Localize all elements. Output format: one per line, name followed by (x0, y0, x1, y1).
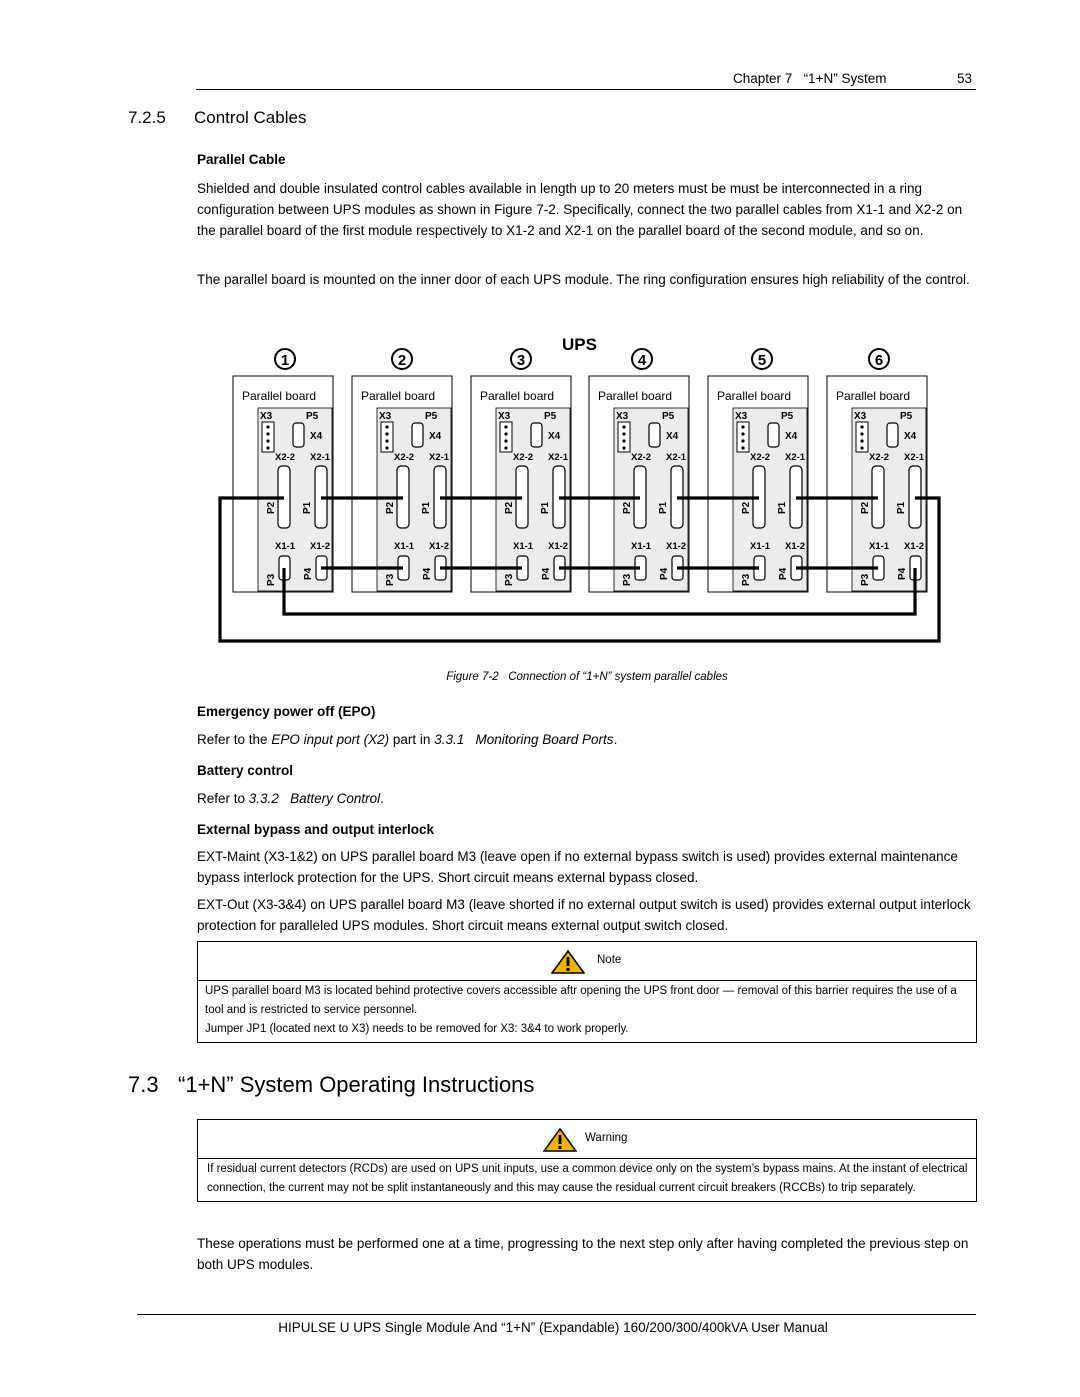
port-label-x2-1: X2-1 (429, 452, 450, 463)
port-label-p3: P3 (504, 573, 515, 586)
port-label-p5: P5 (781, 411, 794, 422)
port-label-p3: P3 (860, 573, 871, 586)
module-number-label: 1 (280, 352, 290, 369)
port-label-x1-1: X1-1 (394, 541, 415, 552)
port-label-x3: X3 (260, 411, 273, 422)
warning-triangle-icon (543, 1128, 577, 1152)
epo-reference (197, 732, 617, 747)
closing-paragraph: These operations must be performed one at a time, progressing to the next step only after having completed the previous step on both UPS modules. (197, 1236, 969, 1273)
x3-pin (385, 439, 388, 442)
x3-pin (504, 425, 507, 428)
x3-pin (266, 439, 269, 442)
port-label-x2-2: X2-2 (631, 452, 652, 463)
port-label-p1: P1 (777, 501, 788, 514)
port-label-p2: P2 (741, 501, 752, 514)
port-label-x2-1: X2-1 (666, 452, 687, 463)
warning-triangle-icon (551, 950, 585, 974)
warning-box (197, 1119, 977, 1202)
epo-ref-port: EPO input port (X2) (271, 732, 390, 747)
header-chapter-title: “1+N” System (803, 71, 887, 86)
parallel-board-module-6 (827, 349, 927, 592)
note-line-1: UPS parallel board M3 is located behind protective covers accessible aftr opening the UPS front door — removal of this barrier requires the use of a tool and is restricted to service personnel. (205, 985, 957, 1016)
port-label-x2-1: X2-1 (548, 452, 569, 463)
port-label-x4: X4 (429, 431, 442, 442)
page-footer: HIPULSE U UPS Single Module And “1+N” (Expandable) 160/200/300/400kVA User Manual (278, 1320, 828, 1335)
ext-bypass-para-2: EXT-Out (X3-3&4) on UPS parallel board M3 (leave shorted if no external output switch is used) provides external output interlock protection for paralleled UPS modules. Short circuit means external output switch closed. (197, 897, 971, 934)
parallel-board-module-1 (233, 349, 333, 592)
figure-caption-number: Figure 7-2 (446, 671, 499, 683)
port-label-p5: P5 (425, 411, 438, 422)
port-label-x2-2: X2-2 (869, 452, 890, 463)
section-73-title: “1+N” System Operating Instructions (178, 1072, 535, 1097)
board-label: Parallel board (598, 389, 673, 403)
module-number-label: 6 (874, 352, 884, 369)
x3-pin (741, 425, 744, 428)
port-label-p2: P2 (385, 501, 396, 514)
x4-connector (531, 423, 542, 447)
module-number-label: 4 (637, 352, 647, 369)
port-label-p4: P4 (422, 567, 433, 580)
parallel-board-module-2 (352, 349, 452, 592)
x3-pin (266, 432, 269, 435)
ext-bypass-para-1: EXT-Maint (X3-1&2) on UPS parallel board M3 (leave open if no external bypass switch is used) provides external maintenance bypass interlock protection for the UPS. Short circuit means external bypass closed. (197, 849, 958, 886)
port-label-x1-1: X1-1 (513, 541, 534, 552)
port-label-p4: P4 (659, 567, 670, 580)
note-body (198, 981, 976, 1042)
parallel-cable-para-1: Shielded and double insulated control cables available in length up to 20 meters must be must be interconnected in a ring configuration between UPS modules as shown in Figure 7-2. Specifically, connect the two parallel cables from X1-1 and X2-2 on the parallel board of the first module respectively to X1-2 and X2-1 on the parallel board of the second module, and so on. (197, 181, 963, 239)
port-label-x4: X4 (310, 431, 323, 442)
port-label-p4: P4 (897, 567, 908, 580)
battery-ref-title-link[interactable]: Battery Control (290, 791, 381, 806)
note-box (197, 941, 977, 1043)
port-label-x1-2: X1-2 (666, 541, 687, 552)
board-label: Parallel board (836, 389, 911, 403)
epo-ref-section-link[interactable]: 3.3.1 (434, 732, 465, 747)
port-label-p1: P1 (658, 501, 669, 514)
ext-bypass-heading: External bypass and output interlock (197, 822, 435, 837)
epo-ref-title-link[interactable]: Monitoring Board Ports (475, 732, 614, 747)
port-label-p3: P3 (741, 573, 752, 586)
battery-ref-prefix: Refer to (197, 791, 246, 806)
x3-pin (622, 425, 625, 428)
x3-pin (385, 432, 388, 435)
port-label-p4: P4 (541, 567, 552, 580)
x3-pin (860, 446, 863, 449)
port-label-x2-2: X2-2 (513, 452, 534, 463)
port-label-x2-2: X2-2 (394, 452, 415, 463)
warning-label: Warning (585, 1132, 628, 1144)
port-label-p4: P4 (778, 567, 789, 580)
port-label-x3: X3 (854, 411, 867, 422)
x3-pin (504, 446, 507, 449)
port-label-x1-2: X1-2 (548, 541, 569, 552)
figure-ups-title: UPS (562, 335, 597, 354)
note-label: Note (597, 954, 622, 966)
x4-connector (649, 423, 660, 447)
port-label-p2: P2 (860, 501, 871, 514)
port-label-p1: P1 (302, 501, 313, 514)
section-heading-7-3 (128, 1072, 534, 1098)
x3-pin (504, 439, 507, 442)
header-rule (196, 89, 976, 90)
port-label-p3: P3 (385, 573, 396, 586)
parallel-board-module-4 (589, 349, 689, 592)
board-label: Parallel board (242, 389, 317, 403)
port-label-p1: P1 (540, 501, 551, 514)
port-label-p3: P3 (266, 573, 277, 586)
port-label-p2: P2 (622, 501, 633, 514)
footer-rule (137, 1314, 976, 1315)
x3-pin (741, 439, 744, 442)
battery-reference (197, 791, 384, 806)
port-label-x1-1: X1-1 (275, 541, 296, 552)
epo-ref-middle: part in (392, 732, 431, 747)
port-label-x3: X3 (498, 411, 511, 422)
port-label-p2: P2 (504, 501, 515, 514)
header-chapter: Chapter 7 (733, 71, 793, 86)
port-label-x4: X4 (548, 431, 561, 442)
port-label-x2-1: X2-1 (785, 452, 806, 463)
x3-pin (741, 446, 744, 449)
section-73-number: 7.3 (128, 1072, 159, 1097)
port-label-x1-1: X1-1 (869, 541, 890, 552)
module-number-label: 2 (397, 352, 407, 369)
x3-pin (741, 432, 744, 435)
page-number: 53 (957, 71, 973, 86)
port-label-p5: P5 (662, 411, 675, 422)
warning-body: If residual current detectors (RCDs) are used on UPS unit inputs, use a common device only on the system’s bypass mains. At the instant of electrical connection, the current may not be split instantaneously and this may cause the residual current circuit breakers (RCCBs) to trip separately. (207, 1163, 968, 1194)
section-title: Control Cables (194, 108, 307, 127)
port-label-x1-2: X1-2 (310, 541, 331, 552)
port-label-p4: P4 (303, 567, 314, 580)
x3-pin (860, 425, 863, 428)
port-label-x3: X3 (379, 411, 392, 422)
port-label-p1: P1 (421, 501, 432, 514)
x3-pin (504, 432, 507, 435)
note-header (198, 942, 976, 981)
port-label-x2-1: X2-1 (904, 452, 925, 463)
parallel-cable-para-2: The parallel board is mounted on the inner door of each UPS module. The ring configuration ensures high reliability of the control. (197, 272, 970, 287)
port-label-p5: P5 (544, 411, 557, 422)
board-label: Parallel board (717, 389, 792, 403)
parallel-board-module-5 (708, 349, 808, 592)
port-label-x1-2: X1-2 (429, 541, 450, 552)
port-label-x1-2: X1-2 (785, 541, 806, 552)
port-label-x3: X3 (735, 411, 748, 422)
port-label-x2-2: X2-2 (750, 452, 771, 463)
port-label-x1-1: X1-1 (631, 541, 652, 552)
port-label-x3: X3 (616, 411, 629, 422)
x3-pin (385, 446, 388, 449)
x3-pin (622, 432, 625, 435)
port-label-x4: X4 (904, 431, 917, 442)
epo-ref-prefix: Refer to the (197, 732, 268, 747)
note-line-2: Jumper JP1 (located next to X3) needs to be removed for X3: 3&4 to work properly. (205, 1023, 629, 1035)
warning-header (198, 1120, 976, 1159)
port-label-x1-1: X1-1 (750, 541, 771, 552)
section-number: 7.2.5 (128, 108, 166, 127)
port-label-x4: X4 (666, 431, 679, 442)
parallel-board-module-3 (471, 349, 571, 592)
x4-connector (293, 423, 304, 447)
module-number-label: 5 (757, 352, 767, 369)
x3-pin (622, 446, 625, 449)
port-label-p2: P2 (266, 501, 277, 514)
x3-pin (860, 432, 863, 435)
port-label-p3: P3 (622, 573, 633, 586)
board-label: Parallel board (361, 389, 436, 403)
port-label-x2-1: X2-1 (310, 452, 331, 463)
port-label-p1: P1 (896, 501, 907, 514)
port-label-x4: X4 (785, 431, 798, 442)
running-header (733, 71, 886, 86)
epo-ref-suffix: . (613, 732, 618, 747)
battery-ref-suffix: . (380, 791, 384, 806)
parallel-cable-heading: Parallel Cable (197, 152, 286, 167)
port-label-p5: P5 (900, 411, 913, 422)
figure-caption (197, 671, 977, 683)
section-heading-7-2-5 (128, 108, 306, 128)
epo-heading: Emergency power off (EPO) (197, 704, 376, 719)
board-label: Parallel board (480, 389, 555, 403)
port-label-x2-2: X2-2 (275, 452, 296, 463)
x3-pin (622, 439, 625, 442)
x4-connector (887, 423, 898, 447)
port-label-p5: P5 (306, 411, 319, 422)
figure-caption-text: Connection of “1+N” system parallel cables (508, 671, 728, 683)
x3-pin (266, 425, 269, 428)
port-label-x1-2: X1-2 (904, 541, 925, 552)
x3-pin (860, 439, 863, 442)
parallel-cable-diagram (210, 328, 950, 646)
x4-connector (768, 423, 779, 447)
battery-heading: Battery control (197, 763, 294, 778)
module-number-label: 3 (516, 352, 526, 369)
x4-connector (412, 423, 423, 447)
battery-ref-section-link[interactable]: 3.3.2 (248, 791, 279, 806)
x3-pin (385, 425, 388, 428)
x3-pin (266, 446, 269, 449)
